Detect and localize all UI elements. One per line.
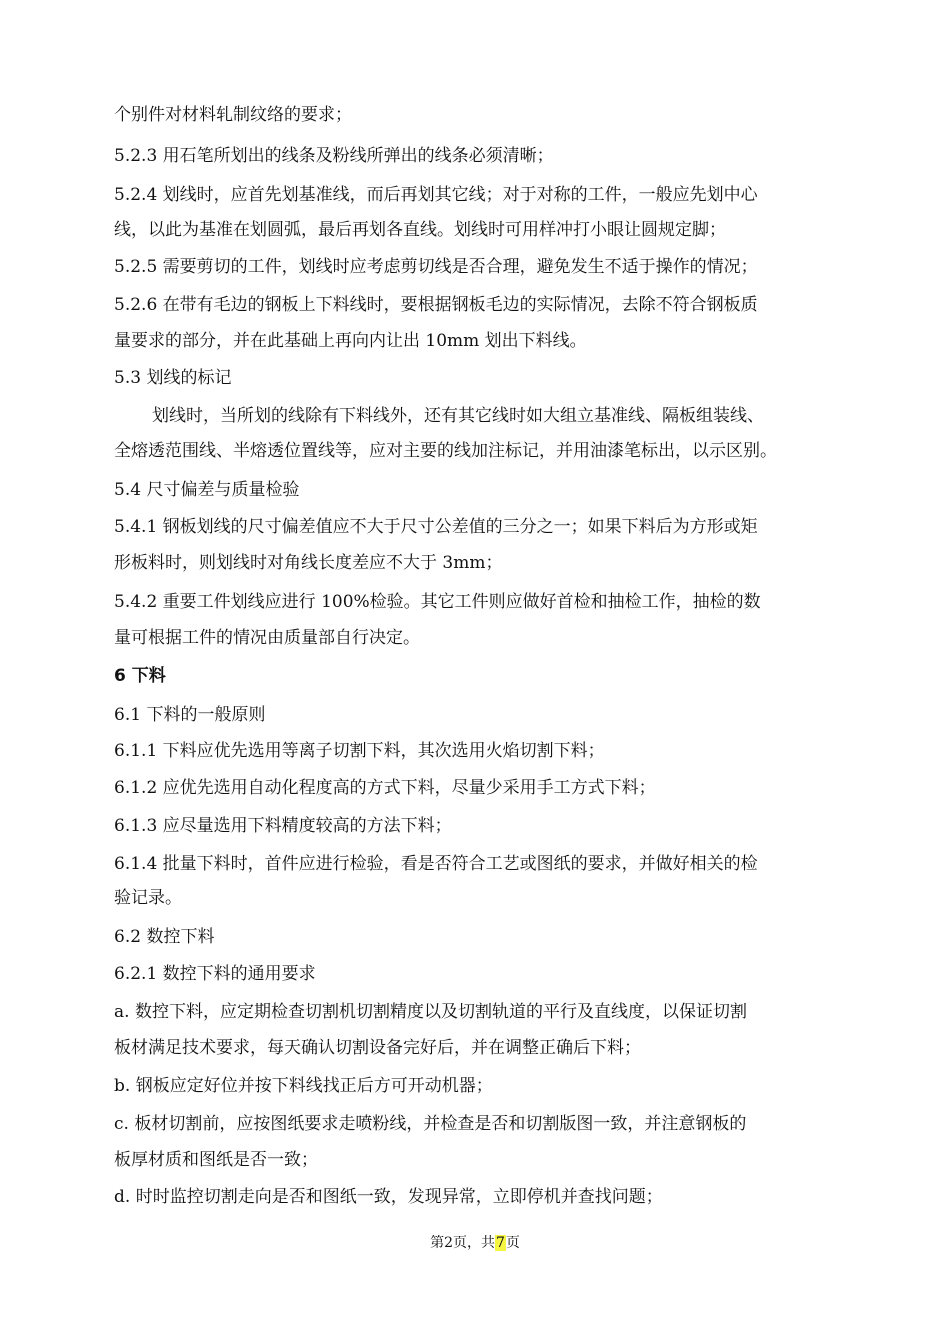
footer-prefix: 第2页，共 <box>430 1235 495 1251</box>
text-line: 6.1.4 批量下料时，首件应进行检验，看是否符合工艺或图纸的要求，并做好相关的检 <box>114 854 758 874</box>
text-line: 6.1.2 应优先选用自动化程度高的方式下料，尽量少采用手工方式下料； <box>114 778 656 798</box>
text-line: 验记录。 <box>114 888 182 908</box>
list-item-continued: 板材满足技术要求，每天确认切割设备完好后，并在调整正确后下料； <box>114 1038 641 1058</box>
list-item: b. 钢板应定好位并按下料线找正后方可开动机器； <box>114 1076 493 1096</box>
text-line: 5.2.3 用石笔所划出的线条及粉线所弹出的线条必须清晰； <box>114 146 554 166</box>
text-line: 5.2.4 划线时，应首先划基准线，而后再划其它线；对于对称的工件，一般应先划中心 <box>114 185 758 205</box>
text-line: 量可根据工件的情况由质量部自行决定。 <box>114 628 420 648</box>
subsection-heading: 6.2.1 数控下料的通用要求 <box>114 964 316 984</box>
section-heading: 5.3 划线的标记 <box>114 368 232 388</box>
text-line: 全熔透范围线、半熔透位置线等，应对主要的线加注标记，并用油漆笔标出，以示区别。 <box>114 441 777 461</box>
text-line: 6.1.1 下料应优先选用等离子切割下料，其次选用火焰切割下料； <box>114 741 605 761</box>
text-line: 形板料时，则划线时对角线长度差应不大于 3mm； <box>114 553 503 573</box>
text-line: 5.4.1 钢板划线的尺寸偏差值应不大于尺寸公差值的三分之一；如果下料后为方形或矩 <box>114 517 758 537</box>
text-line: 5.4.2 重要工件划线应进行 100%检验。其它工件则应做好首检和抽检工作，抽检的数 <box>114 592 761 612</box>
total-pages-highlight: 7 <box>496 1235 505 1251</box>
text-line: 划线时，当所划的线除有下料线外，还有其它线时如大组立基准线、隔板组装线、 <box>152 406 764 426</box>
text-line: 量要求的部分，并在此基础上再向内让出 10mm 划出下料线。 <box>114 331 587 351</box>
page-footer <box>0 1234 950 1252</box>
list-item: d. 时时监控切割走向是否和图纸一致，发现异常，立即停机并查找问题； <box>114 1187 663 1207</box>
section-heading: 5.4 尺寸偏差与质量检验 <box>114 480 300 500</box>
text-line: 个别件对材料轧制纹络的要求； <box>114 105 352 125</box>
list-item: c. 板材切割前，应按图纸要求走喷粉线，并检查是否和切割版图一致，并注意钢板的 <box>114 1114 747 1134</box>
section-heading: 6.1 下料的一般原则 <box>114 705 266 725</box>
text-line: 5.2.5 需要剪切的工件，划线时应考虑剪切线是否合理，避免发生不适于操作的情况； <box>114 257 758 277</box>
text-line: 线，以此为基准在划圆弧，最后再划各直线。划线时可用样冲打小眼让圆规定脚； <box>114 220 726 240</box>
text-line: 5.2.6 在带有毛边的钢板上下料线时，要根据钢板毛边的实际情况，去除不符合钢板质 <box>114 295 758 315</box>
section-heading: 6.2 数控下料 <box>114 927 215 947</box>
list-item: a. 数控下料，应定期检查切割机切割精度以及切割轨道的平行及直线度，以保证切割 <box>114 1002 747 1022</box>
list-item-continued: 板厚材质和图纸是否一致； <box>114 1150 318 1170</box>
footer-suffix: 页 <box>505 1235 520 1251</box>
chapter-heading: 6 下料 <box>114 666 166 686</box>
text-line: 6.1.3 应尽量选用下料精度较高的方法下料； <box>114 816 452 836</box>
